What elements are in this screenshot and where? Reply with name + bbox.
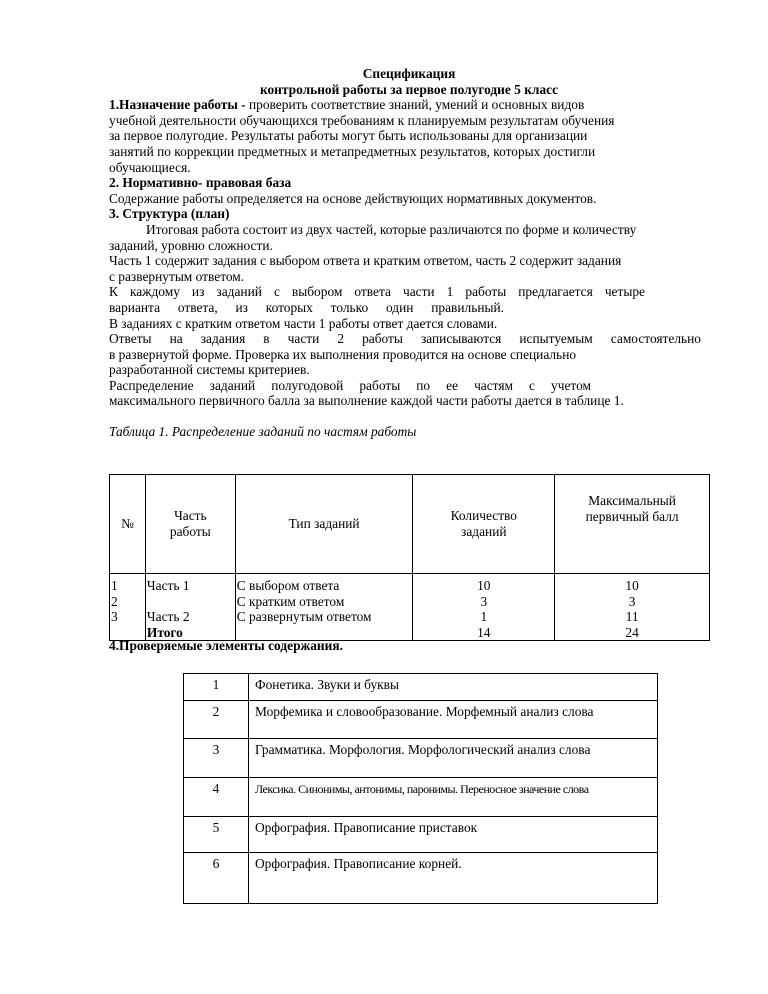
table-total-row: Итого 14 24 bbox=[110, 625, 710, 641]
doc-subtitle: контрольной работы за первое полугодие 5 класс bbox=[259, 81, 559, 97]
section-1-line: проверить соответствие знаний, умений и основных видов bbox=[249, 97, 585, 113]
table-1 bbox=[109, 474, 710, 641]
table-row: 1 Фонетика. Звуки и буквы bbox=[184, 674, 658, 701]
header-num: № bbox=[110, 475, 146, 574]
table-row: 5 Орфография. Правописание приставок bbox=[184, 817, 658, 853]
section-3-line: разработанной системы критериев. bbox=[109, 362, 310, 378]
section-2-text: Содержание работы определяется на основе действующих нормативных документов. bbox=[109, 190, 597, 206]
header-type: Тип заданий bbox=[235, 475, 413, 574]
table-row: 1 Часть 1 С выбором ответа 10 10 bbox=[110, 574, 710, 594]
section-3-line: в развернутой форме. Проверка их выполнения проводится на основе специально bbox=[109, 346, 577, 362]
section-3-line: варианта ответа, из которых только один правильный. bbox=[109, 299, 504, 315]
section-3-line: В заданиях с кратким ответом части 1 работы ответ дается словами. bbox=[109, 315, 498, 331]
header-count: Количество заданий bbox=[413, 475, 555, 574]
header-max: Максимальный первичный балл bbox=[555, 475, 710, 574]
table-1-caption: Таблица 1. Распределение заданий по частям работы bbox=[109, 424, 417, 440]
section-1-line: за первое полугодие. Результаты работы могут быть использованы для организации bbox=[109, 128, 588, 144]
section-3-line: максимального первичного балла за выполнение каждой части работы дается в таблице 1. bbox=[109, 393, 624, 409]
table-row: 3 Грамматика. Морфология. Морфологический анализ слова bbox=[184, 739, 658, 778]
table-row: 6 Орфография. Правописание корней. bbox=[184, 853, 658, 904]
section-3-line: Распределение заданий полугодовой работы по ее частям с учетом bbox=[109, 377, 591, 393]
section-3-line: Часть 1 содержит задания с выбором ответа и кратким ответом, часть 2 содержит задания bbox=[109, 253, 622, 269]
section-3-line: К каждому из заданий с выбором ответа части 1 работы предлагается четыре bbox=[109, 284, 645, 300]
section-3-line: Ответы на задания в части 2 работы записываются испытуемым самостоятельно bbox=[109, 331, 701, 347]
section-3-line: Итоговая работа состоит из двух частей, которые различаются по форме и количеству bbox=[146, 221, 637, 237]
section-3-line: заданий, уровню сложности. bbox=[109, 237, 273, 253]
table-row: 4 Лексика. Синонимы, антонимы, паронимы. Переносное значение слова bbox=[184, 778, 658, 817]
document-body bbox=[109, 66, 709, 440]
header-part: Часть работы bbox=[145, 475, 235, 574]
section-1-heading: 1.Назначение работы - bbox=[109, 97, 249, 113]
section-1-line: обучающиеся. bbox=[109, 159, 191, 175]
section-1 bbox=[109, 97, 709, 175]
table-1-header-row bbox=[110, 475, 710, 574]
table-2 bbox=[183, 673, 658, 904]
section-3-heading: 3. Структура (план) bbox=[109, 206, 230, 222]
section-2-heading: 2. Нормативно- правовая база bbox=[109, 175, 292, 191]
section-3-line: с развернутым ответом. bbox=[109, 268, 245, 284]
doc-title: Спецификация bbox=[362, 66, 456, 81]
table-row: 2 Морфемика и словообразование. Морфемный анализ слова bbox=[184, 701, 658, 739]
section-4-heading: 4.Проверяемые элементы содержания. bbox=[109, 638, 343, 653]
section-1-line: занятий по коррекции предметных и метапредметных результатов, которых достигли bbox=[109, 143, 596, 159]
section-1-line: учебной деятельности обучающихся требованиям к планируемым результатам обучения bbox=[109, 112, 615, 128]
table-row: 2 С кратким ответом 3 3 bbox=[110, 594, 710, 610]
table-row: 3 Часть 2 С развернутым ответом 1 11 bbox=[110, 609, 710, 625]
